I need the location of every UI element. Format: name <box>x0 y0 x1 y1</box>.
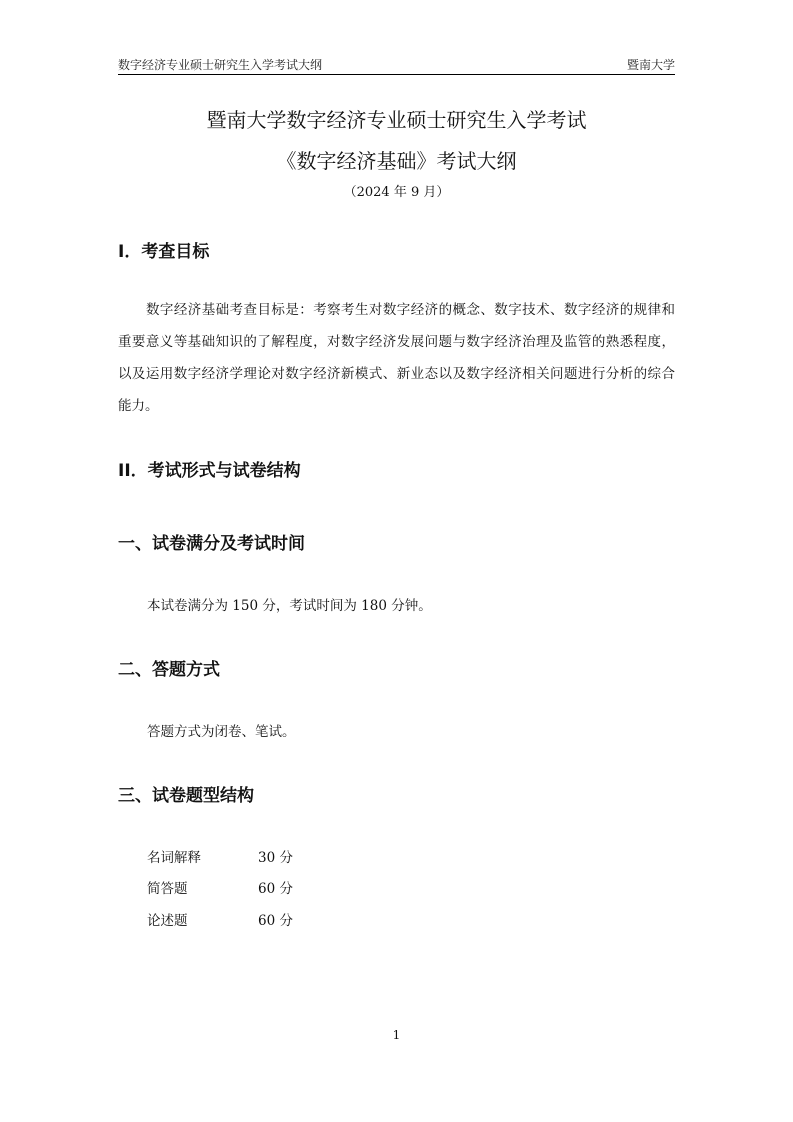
question-score: 30 分 <box>258 850 293 866</box>
answer-method-text: 答题方式为闭卷、笔试。 <box>147 724 296 740</box>
question-type-row <box>147 877 293 897</box>
question-type-row <box>147 846 293 866</box>
title-line1: 暨南大学数字经济专业硕士研究生入学考试 <box>206 108 587 132</box>
paragraph-line: 重要意义等基础知识的了解程度，对数字经济发展问题与数字经济治理及监管的熟悉程度， <box>118 334 675 350</box>
question-score: 60 分 <box>258 881 293 897</box>
heading-score-time: 一、试卷满分及考试时间 <box>118 534 305 554</box>
title-date: （2024 年 9 月） <box>343 185 450 200</box>
header-right: 暨南大学 <box>626 58 675 72</box>
heading-answer-method: 二、答题方式 <box>118 660 220 680</box>
title-line2: 《数字经济基础》考试大纲 <box>276 149 517 173</box>
question-type: 简答题 <box>147 881 188 897</box>
question-type-row <box>147 909 293 929</box>
score-time-text: 本试卷满分为 150 分，考试时间为 180 分钟。 <box>147 598 432 614</box>
heading-question-types: 三、试卷题型结构 <box>118 786 254 806</box>
question-type: 名词解释 <box>147 850 201 866</box>
question-score: 60 分 <box>258 913 293 929</box>
paragraph-line: 数字经济基础考查目标是：考察考生对数字经济的概念、数字技术、数字经济的规律和 <box>146 302 675 318</box>
question-type: 论述题 <box>147 913 188 929</box>
objectives-paragraph <box>118 294 675 422</box>
header-rule <box>118 74 675 75</box>
paragraph-line: 能力。 <box>118 398 159 414</box>
heading-objectives: I．考查目标 <box>118 242 210 262</box>
page-number: 1 <box>392 1028 401 1042</box>
paragraph-line: 以及运用数字经济学理论对数字经济新模式、新业态以及数字经济相关问题进行分析的综合 <box>118 366 675 382</box>
heading-exam-format: II．考试形式与试卷结构 <box>118 461 301 481</box>
header-left: 数字经济专业硕士研究生入学考试大纲 <box>118 58 323 72</box>
